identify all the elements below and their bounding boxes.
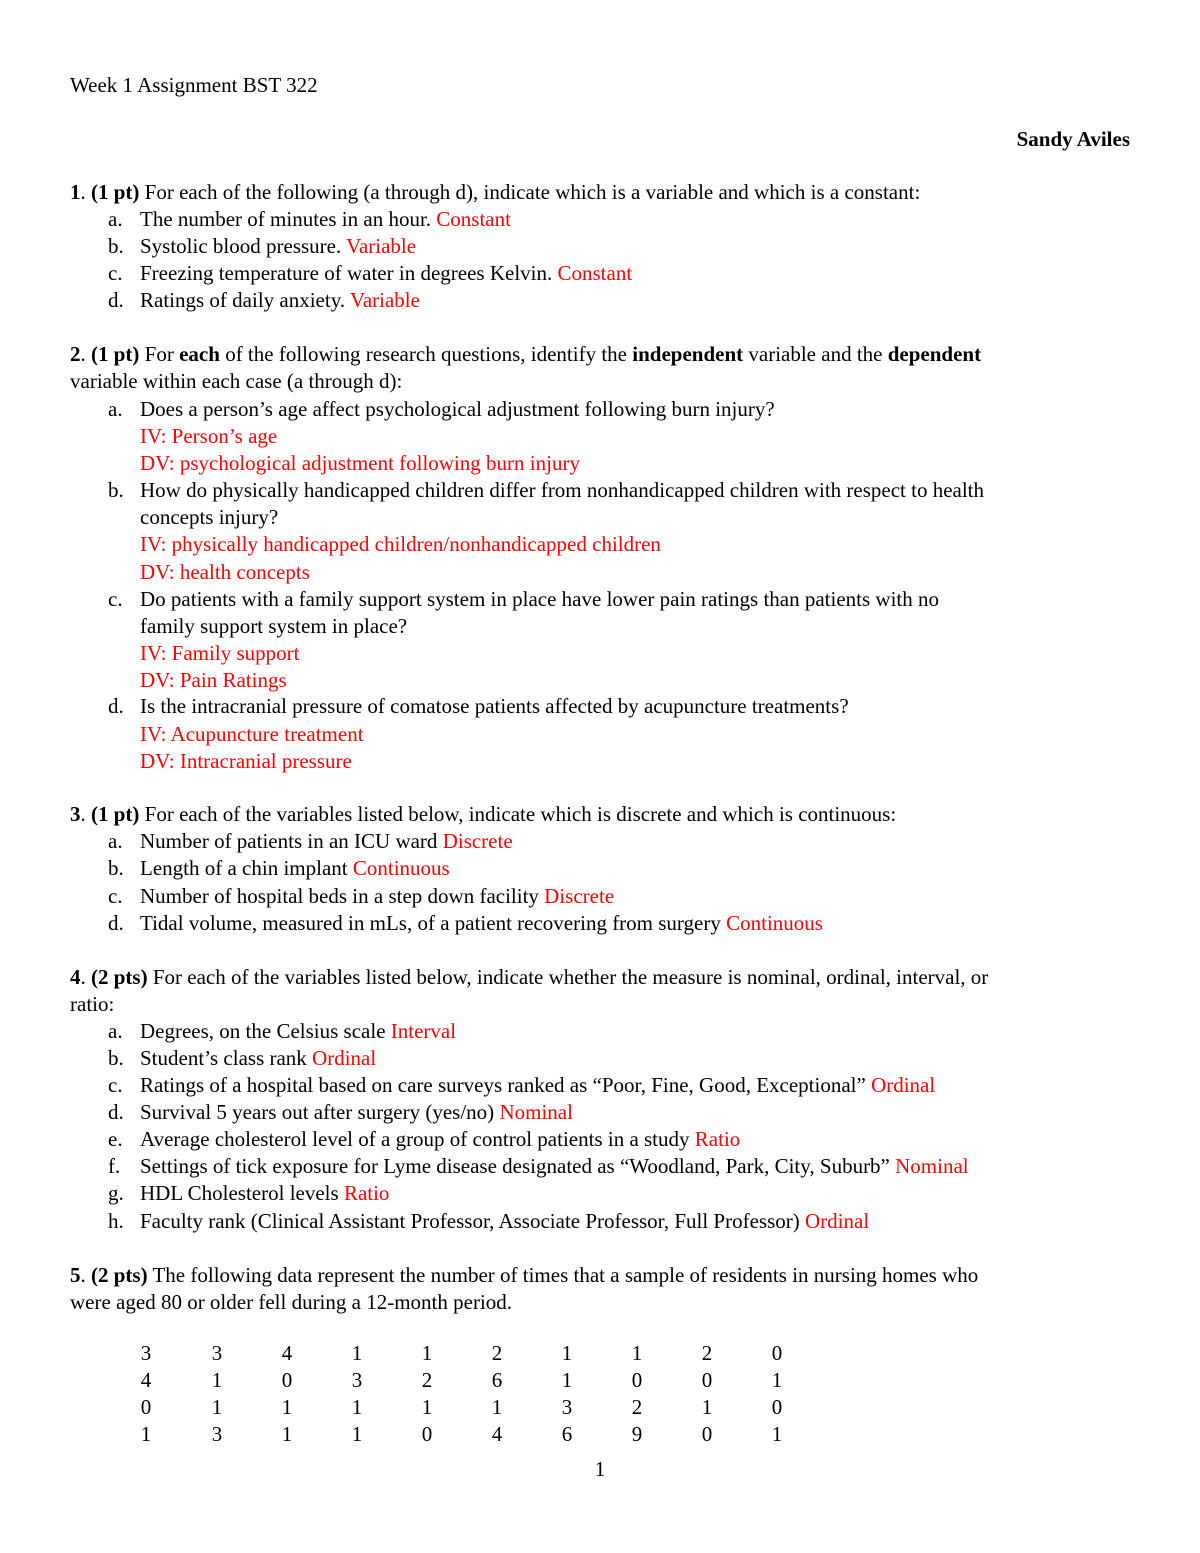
- item-text: Tidal volume, measured in mLs, of a patient recovering from surgery: [140, 911, 721, 935]
- table-row: [110, 1367, 812, 1394]
- answer-text: Ratio: [694, 1127, 741, 1151]
- question-5-prompt: 5. (2 pts) The following data represent the number of times that a sample of residents in nursing homes who: [70, 1263, 979, 1287]
- answer-iv: IV: Acupuncture treatment: [140, 722, 364, 746]
- item-letter: a.: [108, 207, 123, 231]
- table-row: [110, 1340, 812, 1367]
- table-cell: 1: [491, 1395, 503, 1419]
- item-letter: c.: [108, 884, 123, 908]
- question-1-prompt: 1. (1 pt) For each of the following (a through d), indicate which is a variable and which is a constant:: [70, 180, 921, 204]
- item-letter: c.: [108, 1073, 123, 1097]
- answer-text: Nominal: [499, 1100, 573, 1124]
- item-letter: b.: [108, 234, 124, 258]
- table-cell: 1: [281, 1395, 293, 1419]
- list-item: [140, 260, 632, 287]
- question-text: variable and the: [748, 342, 883, 366]
- list-item: [140, 883, 614, 910]
- question-3-prompt: 3. (1 pt) For each of the variables listed below, indicate which is discrete and which is continuous:: [70, 802, 897, 826]
- table-cell: 0: [140, 1395, 152, 1419]
- question-number: 4: [70, 965, 81, 989]
- list-item: [140, 910, 823, 937]
- question-text: were aged 80 or older fell during a 12-month period.: [70, 1290, 513, 1314]
- item-text: Number of patients in an ICU ward: [140, 829, 438, 853]
- table-cell: 1: [211, 1395, 223, 1419]
- list-item: [140, 855, 450, 882]
- table-cell: 0: [421, 1422, 433, 1446]
- list-item: [140, 1045, 376, 1072]
- question-2-prompt: 2. (1 pt) For each of the following research questions, identify the independent variable and the dependent: [70, 342, 982, 366]
- answer-text: Constant: [557, 261, 633, 285]
- question-number: 5: [70, 1263, 81, 1287]
- question-number: 2: [70, 342, 81, 366]
- table-cell: 1: [561, 1341, 573, 1365]
- answer-text: Interval: [390, 1019, 457, 1043]
- emphasis-dependent: dependent: [887, 342, 982, 366]
- item-text: Length of a chin implant: [140, 856, 348, 880]
- list-item: [140, 1018, 456, 1045]
- item-text: Average cholesterol level of a group of control patients in a study: [140, 1127, 690, 1151]
- emphasis-independent: independent: [632, 342, 744, 366]
- question-text: For each of the variables listed below, indicate whether the measure is nominal, ordinal, interval, or: [152, 965, 989, 989]
- item-text: Freezing temperature of water in degrees Kelvin.: [140, 261, 553, 285]
- table-cell: 6: [491, 1368, 503, 1392]
- table-cell: 2: [491, 1341, 503, 1365]
- item-letter: a.: [108, 397, 123, 421]
- item-letter: d.: [108, 694, 124, 718]
- question-text: ratio:: [70, 992, 115, 1016]
- table-cell: 3: [351, 1368, 363, 1392]
- table-cell: 0: [631, 1368, 643, 1392]
- author-name: Sandy Aviles: [1016, 127, 1130, 151]
- item-letter: b.: [108, 1046, 124, 1070]
- table-cell: 1: [211, 1368, 223, 1392]
- item-letter: d.: [108, 911, 124, 935]
- table-cell: 0: [701, 1368, 713, 1392]
- table-cell: 3: [140, 1341, 152, 1365]
- item-text: Do patients with a family support system in place have lower pain ratings than patients with no: [140, 587, 939, 611]
- table-cell: 1: [771, 1422, 783, 1446]
- table-cell: 4: [281, 1341, 293, 1365]
- list-item: [140, 287, 420, 314]
- table-cell: 4: [491, 1422, 503, 1446]
- item-text: Ratings of a hospital based on care surveys ranked as “Poor, Fine, Good, Exceptional”: [140, 1073, 866, 1097]
- table-cell: 1: [281, 1422, 293, 1446]
- answer-text: Discrete: [442, 829, 513, 853]
- question-number: 1: [70, 180, 81, 204]
- item-text: Settings of tick exposure for Lyme disease designated as “Woodland, Park, City, Suburb”: [140, 1154, 890, 1178]
- table-cell: 1: [771, 1368, 783, 1392]
- table-row: [110, 1394, 812, 1421]
- table-cell: 1: [140, 1422, 152, 1446]
- item-text: Does a person’s age affect psychological adjustment following burn injury?: [140, 397, 775, 421]
- answer-iv: IV: Person’s age: [140, 424, 278, 448]
- falls-data-table: [110, 1340, 812, 1448]
- answer-text: Discrete: [544, 884, 615, 908]
- item-letter: b.: [108, 856, 124, 880]
- answer-text: Variable: [349, 288, 420, 312]
- list-item: [140, 1153, 969, 1180]
- question-text: The following data represent the number of times that a sample of residents in nursing homes who: [152, 1263, 979, 1287]
- item-letter: d.: [108, 1100, 124, 1124]
- question-points: (1 pt): [91, 802, 140, 826]
- answer-iv: IV: Family support: [140, 641, 300, 665]
- table-cell: 0: [771, 1341, 783, 1365]
- answer-text: Continuous: [726, 911, 823, 935]
- item-text: Student’s class rank: [140, 1046, 307, 1070]
- item-text: HDL Cholesterol levels: [140, 1181, 339, 1205]
- answer-text: Nominal: [895, 1154, 969, 1178]
- list-item: [140, 1180, 389, 1207]
- item-letter: g.: [108, 1181, 124, 1205]
- answer-text: Ordinal: [312, 1046, 377, 1070]
- answer-dv: DV: Intracranial pressure: [140, 749, 352, 773]
- list-item: [140, 1208, 869, 1235]
- item-text: How do physically handicapped children differ from nonhandicapped children with respect to health: [140, 478, 985, 502]
- question-text: For each of the following (a through d), indicate which is a variable and which is a constant:: [144, 180, 921, 204]
- answer-text: Variable: [346, 234, 417, 258]
- question-number: 3: [70, 802, 81, 826]
- table-cell: 3: [211, 1422, 223, 1446]
- answer-text: Ordinal: [805, 1209, 870, 1233]
- table-cell: 1: [421, 1341, 433, 1365]
- item-letter: a.: [108, 829, 123, 853]
- item-letter: d.: [108, 288, 124, 312]
- item-text: The number of minutes in an hour.: [140, 207, 432, 231]
- list-item: [140, 206, 511, 233]
- answer-text: Ratio: [343, 1181, 390, 1205]
- list-item: [140, 1126, 740, 1153]
- answer-text: Ordinal: [871, 1073, 936, 1097]
- table-cell: 0: [771, 1395, 783, 1419]
- table-cell: 1: [561, 1368, 573, 1392]
- emphasis-each: each: [179, 342, 220, 366]
- question-points: (1 pt): [91, 342, 140, 366]
- list-item: [140, 828, 513, 855]
- question-points: (2 pts): [91, 1263, 148, 1287]
- list-item: [140, 1099, 573, 1126]
- list-item: [140, 233, 416, 260]
- question-4-prompt: 4. (2 pts) For each of the variables listed below, indicate whether the measure is nominal, ordinal, interval, or: [70, 965, 989, 989]
- item-text: concepts injury?: [140, 505, 279, 529]
- answer-text: Constant: [436, 207, 511, 231]
- item-letter: c.: [108, 261, 123, 285]
- item-letter: c.: [108, 587, 123, 611]
- item-text: Is the intracranial pressure of comatose patients affected by acupuncture treatments?: [140, 694, 849, 718]
- document-title: Week 1 Assignment BST 322: [70, 73, 318, 97]
- table-cell: 9: [631, 1422, 643, 1446]
- list-item: [140, 1072, 935, 1099]
- page-number: 1: [594, 1457, 606, 1481]
- answer-dv: DV: Pain Ratings: [140, 668, 287, 692]
- item-text: Number of hospital beds in a step down facility: [140, 884, 539, 908]
- table-cell: 1: [631, 1341, 643, 1365]
- item-text: Degrees, on the Celsius scale: [140, 1019, 386, 1043]
- table-cell: 0: [281, 1368, 293, 1392]
- question-points: (1 pt): [91, 180, 140, 204]
- table-cell: 6: [561, 1422, 573, 1446]
- table-cell: 0: [701, 1422, 713, 1446]
- answer-text: Continuous: [352, 856, 450, 880]
- question-text: variable within each case (a through d):: [70, 369, 403, 393]
- table-cell: 4: [140, 1368, 152, 1392]
- table-cell: 2: [701, 1341, 713, 1365]
- table-cell: 1: [421, 1395, 433, 1419]
- item-text: Systolic blood pressure.: [140, 234, 342, 258]
- question-points: (2 pts): [91, 965, 148, 989]
- item-letter: b.: [108, 478, 124, 502]
- item-text: family support system in place?: [140, 614, 408, 638]
- table-cell: 1: [351, 1395, 363, 1419]
- answer-dv: DV: health concepts: [140, 560, 310, 584]
- question-text: For: [144, 342, 174, 366]
- table-cell: 1: [351, 1341, 363, 1365]
- table-row: [110, 1421, 812, 1448]
- answer-iv: IV: physically handicapped children/nonhandicapped children: [140, 532, 661, 556]
- item-letter: f.: [108, 1154, 121, 1178]
- table-cell: 1: [351, 1422, 363, 1446]
- item-text: Faculty rank (Clinical Assistant Professor, Associate Professor, Full Professor): [140, 1209, 800, 1233]
- answer-dv: DV: psychological adjustment following burn injury: [140, 451, 580, 475]
- table-cell: 3: [211, 1341, 223, 1365]
- table-cell: 3: [561, 1395, 573, 1419]
- item-letter: a.: [108, 1019, 123, 1043]
- item-text: Survival 5 years out after surgery (yes/no): [140, 1100, 495, 1124]
- question-text: For each of the variables listed below, indicate which is discrete and which is continuous:: [144, 802, 897, 826]
- table-cell: 2: [421, 1368, 433, 1392]
- table-cell: 1: [701, 1395, 713, 1419]
- question-text: of the following research questions, identify the: [225, 342, 627, 366]
- item-letter: e.: [108, 1127, 123, 1151]
- table-cell: 2: [631, 1395, 643, 1419]
- item-letter: h.: [108, 1209, 124, 1233]
- item-text: Ratings of daily anxiety.: [140, 288, 346, 312]
